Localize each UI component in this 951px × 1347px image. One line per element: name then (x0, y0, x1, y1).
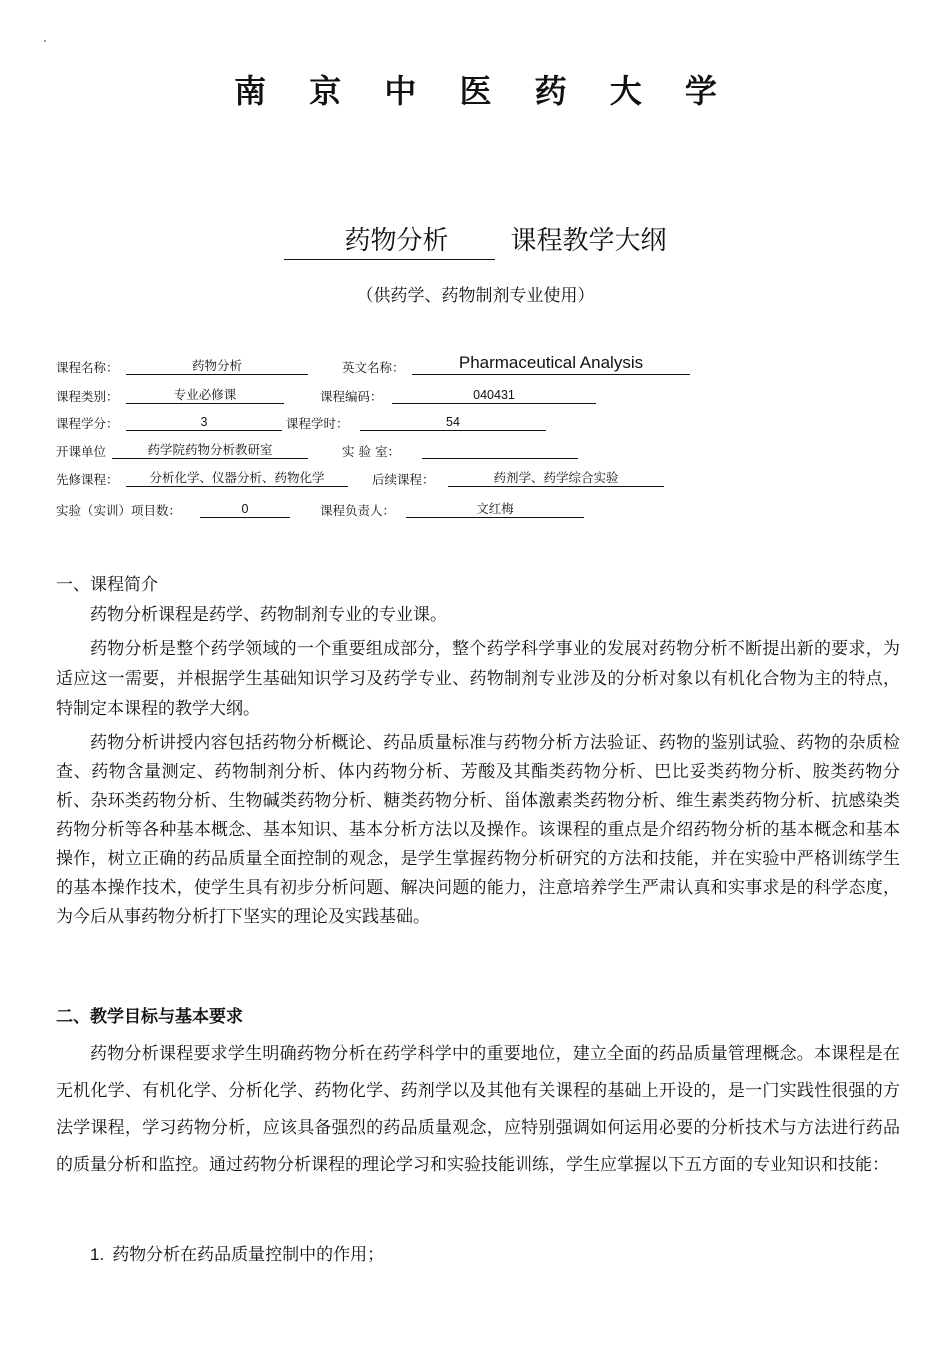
hours-value: 54 (360, 414, 546, 431)
course-name-value: 药物分析 (126, 358, 308, 375)
info-row-1 (56, 353, 756, 378)
owner-label: 课程负责人： (320, 503, 396, 518)
info-row-2 (56, 387, 756, 407)
section1-paragraph-3: 药物分析讲授内容包括药物分析概论、药品质量标准与药物分析方法验证、药物的鉴别试验、药物的杂质检查、药物含量测定、药物制剂分析、体内药物分析、芳酸及其酯类药物分析、巴比妥类药物分析、胺类药物分析、杂环类药物分析、生物碱类药物分析、糖类药物分析、甾体激素类药物分析、维生素类药物分析、抗感染类药物分析等各种基本概念、基本知识、基本分析方法以及操作。该课程的重点是介绍药物分析的基本概念和基本操作，树立正确的药品质量全面控制的观念，是学生掌握药物分析研究的方法和技能，并在实验中严格训练学生的基本操作技术，使学生具有初步分析问题、解决问题的能力，注意培养学生严肃认真和实事求是的科学态度，为今后从事药物分析打下坚实的理论及实践基础。 (56, 733, 900, 927)
lab-value (422, 442, 578, 459)
info-row-6 (56, 501, 756, 521)
prereq-value: 分析化学、仪器分析、药物化学 (126, 470, 348, 487)
credits-value: 3 (126, 414, 282, 431)
title-course-name: 药物分析 (284, 220, 494, 260)
document-title (0, 220, 951, 260)
code-value: 040431 (392, 387, 596, 404)
info-row-4 (56, 442, 756, 462)
list-item-text: 药物分析在药品质量控制中的作用； (112, 1245, 385, 1265)
list-item (90, 1240, 384, 1265)
category-value: 专业必修课 (126, 387, 284, 404)
university-name: 南 京 中 医 药 大 学 (234, 72, 733, 110)
info-row-3 (56, 414, 756, 434)
english-name-label: 英文名称： (342, 360, 405, 375)
followup-value: 药剂学、药学综合实验 (448, 470, 664, 487)
lab-label: 实 验 室： (342, 444, 400, 459)
unit-value: 药学院药物分析教研室 (112, 442, 308, 459)
section2-heading: 二、教学目标与基本要求 (56, 1007, 243, 1027)
hours-label: 课程学时： (286, 416, 349, 431)
subtitle: （供药学、药物制剂专业使用） (356, 286, 595, 306)
followup-label: 后续课程： (372, 472, 435, 487)
exp-count-value: 0 (200, 501, 290, 518)
corner-mark (44, 40, 46, 42)
credits-label: 课程学分： (56, 416, 119, 431)
course-name-label: 课程名称： (56, 360, 119, 375)
section1-paragraph-2: 药物分析是整个药学领域的一个重要组成部分，整个药学科学事业的发展对药物分析不断提出新的要求，为适应这一需要，并根据学生基础知识学习及药学专业、药物制剂专业涉及的分析对象以有机化合物为主的特点，特制定本课程的教学大纲。 (56, 639, 900, 719)
english-name-value: Pharmaceutical Analysis (412, 354, 690, 375)
exp-count-label: 实验（实训）项目数： (56, 503, 182, 518)
code-label: 课程编码： (320, 389, 383, 404)
section1-heading: 一、课程简介 (56, 575, 158, 595)
info-row-5 (56, 470, 756, 490)
section2-paragraph-1: 药物分析课程要求学生明确药物分析在药学科学中的重要地位，建立全面的药品质量管理概念。本课程是在无机化学、有机化学、分析化学、药物化学、药剂学以及其他有关课程的基础上开设的，是一门实践性很强的方法学课程，学习药物分析，应该具备强烈的药品质量观念，应特别强调如何运用必要的分析技术与方法进行药品的质量分析和监控。通过药物分析课程的理论学习和实验技能训练，学生应掌握以下五方面的专业知识和技能： (56, 1044, 900, 1175)
section1-paragraph-1: 药物分析课程是药学、药物制剂专业的专业课。 (90, 605, 447, 625)
title-suffix: 课程教学大纲 (510, 226, 667, 256)
owner-value: 文红梅 (406, 501, 584, 518)
list-item-number: 1. (90, 1245, 105, 1264)
category-label: 课程类别： (56, 389, 119, 404)
prereq-label: 先修课程： (56, 472, 119, 487)
unit-label: 开课单位 (56, 444, 107, 459)
